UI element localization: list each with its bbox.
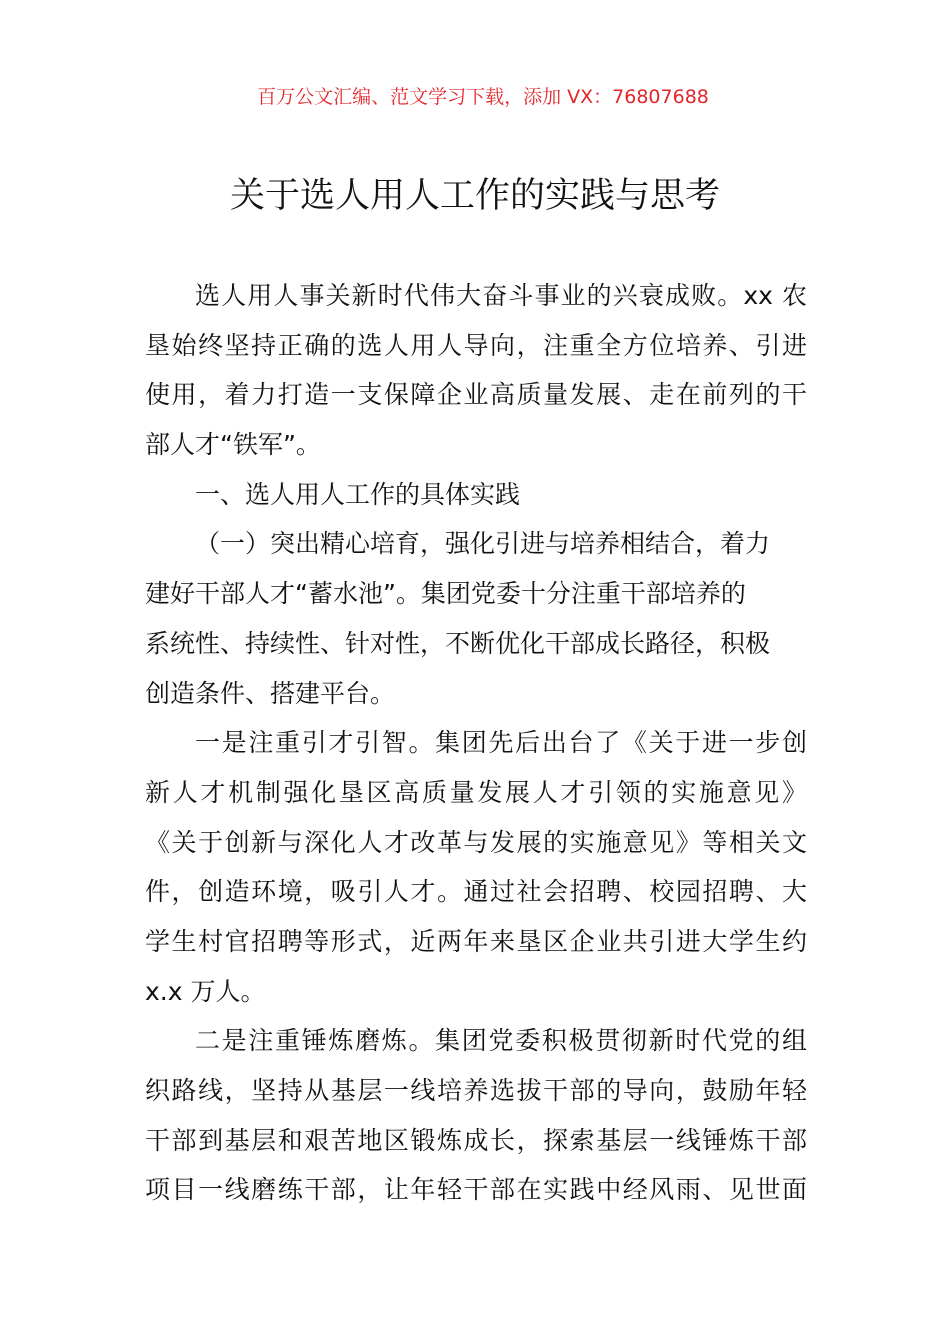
paragraph-line: 干部到基层和艰苦地区锻炼成长，探索基层一线锤炼干部	[145, 1125, 807, 1155]
subsection-heading-line: （一）突出精心培育，强化引进与培养相结合，着力	[195, 529, 771, 559]
paragraph-line: 使用，着力打造一支保障企业高质量发展、走在前列的干	[145, 380, 807, 410]
paragraph-line: 织路线，坚持从基层一线培养选拔干部的导向，鼓励年轻	[145, 1076, 807, 1105]
paragraph-line: 建好干部人才“蓄水池”。集团党委十分注重干部培养的	[145, 579, 746, 609]
document-body	[145, 271, 807, 1215]
paragraph-line: x.x 万人。	[145, 976, 266, 1006]
paragraph-line: 新人才机制强化垦区高质量发展人才引领的实施意见》	[145, 777, 807, 807]
section-heading: 一、选人用人工作的具体实践	[195, 479, 521, 509]
paragraph-line: 一是注重引才引智。集团先后出台了《关于进一步创	[195, 728, 807, 758]
paragraph-line: 部人才“铁军”。	[145, 430, 321, 460]
paragraph-line: 系统性、持续性、针对性，不断优化干部成长路径，积极	[145, 628, 771, 658]
paragraph-line: 《关于创新与深化人才改革与发展的实施意见》等相关文	[145, 827, 807, 857]
paragraph-line: 项目一线磨练干部，让年轻干部在实践中经风雨、见世面	[145, 1175, 807, 1205]
paragraph-line: 选人用人事关新时代伟大奋斗事业的兴衰成败。xx 农	[195, 281, 807, 310]
paragraph-line: 创造条件、搭建平台。	[145, 678, 396, 708]
paragraph-line: 件，创造环境，吸引人才。通过社会招聘、校园招聘、大	[145, 877, 807, 907]
paragraph-line: 垦始终坚持正确的选人用人导向，注重全方位培养、引进	[145, 330, 807, 360]
paragraph-line: 二是注重锤炼磨炼。集团党委积极贯彻新时代党的组	[195, 1026, 807, 1056]
paragraph-line: 学生村官招聘等形式，近两年来垦区企业共引进大学生约	[145, 926, 807, 956]
watermark-banner: 百万公文汇编、范文学习下载，添加 VX：76807688	[257, 86, 709, 108]
document-title: 关于选人用人工作的实践与思考	[229, 176, 720, 216]
